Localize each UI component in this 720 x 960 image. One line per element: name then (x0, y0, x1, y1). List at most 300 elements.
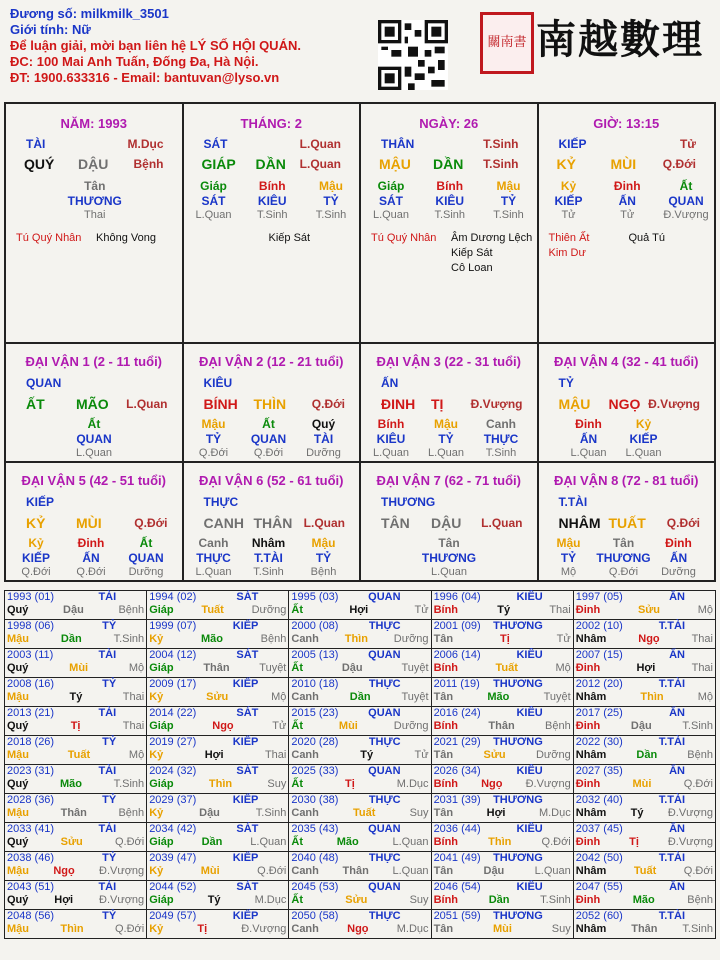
year-star: ẤN (669, 823, 685, 835)
year-label: 2002 (10) (575, 620, 623, 632)
year-label: 2033 (41) (7, 823, 55, 835)
chart-grid (4, 102, 716, 582)
year-branch: Thân (631, 923, 658, 935)
year-state: T.Sinh (113, 778, 145, 790)
year-star: SÁT (236, 823, 259, 835)
year-row-top (149, 852, 286, 865)
year-stem: Ất (291, 836, 303, 848)
year-stem: Ất (291, 778, 303, 790)
year-row-bottom (149, 778, 286, 791)
dai-van-hidden-state: L.Quan (570, 447, 607, 459)
year-stem: Canh (291, 923, 319, 935)
pillar-stem: KỶ (556, 156, 576, 172)
dai-van-cell (538, 343, 716, 462)
year-row-bottom (434, 749, 571, 762)
year-label: 2046 (54) (433, 881, 481, 893)
year-label: 2032 (40) (575, 794, 623, 806)
year-branch: Mùi (338, 720, 358, 732)
year-label: 1999 (07) (149, 620, 197, 632)
year-row-bottom (291, 662, 428, 675)
year-label: 1995 (03) (291, 591, 339, 603)
year-branch: Dậu (63, 604, 84, 616)
pillar-branch: MÙI (610, 156, 637, 172)
year-cell (5, 765, 147, 794)
pillar-star: Kiếp Sát (268, 232, 311, 244)
hidden-star: SÁT (379, 194, 403, 208)
year-row-bottom (434, 662, 571, 675)
hidden-state: T.Sinh (434, 209, 466, 221)
year-row-bottom (149, 604, 286, 617)
dai-van-hidden-star: QUAN (76, 432, 112, 446)
owner-line: Đương số: milkmilk_3501 (10, 6, 169, 21)
pillar-note: L.Quan (299, 157, 341, 171)
year-stem: Đinh (575, 894, 601, 906)
year-row-bottom (149, 894, 286, 907)
hidden-state: T.Sinh (256, 209, 288, 221)
year-cell (147, 765, 289, 794)
year-star: THỰC (368, 910, 401, 922)
year-stem: Tân (433, 865, 454, 877)
dai-van-hidden-state: Q.Đới (608, 566, 639, 578)
year-star: TÀI (98, 591, 117, 603)
year-row-top (576, 881, 713, 894)
year-row-bottom (434, 836, 571, 849)
year-state: Tuyệt (401, 662, 429, 674)
year-star: SÁT (236, 707, 259, 719)
dai-van-stem: BÍNH (203, 396, 238, 412)
year-star: TÀI (98, 823, 117, 835)
dai-van-hidden: Đinh (665, 536, 692, 550)
year-state: Thai (122, 720, 145, 732)
hidden-star: KIÊU (257, 194, 287, 208)
year-row-bottom (576, 778, 713, 791)
year-state: M.Dục (254, 894, 287, 906)
year-row-bottom (576, 836, 713, 849)
year-stem: Ất (291, 894, 303, 906)
year-star: THƯƠNG (493, 852, 543, 864)
year-state: Suy (551, 923, 571, 935)
year-label: 1996 (04) (433, 591, 481, 603)
year-row-top (434, 881, 571, 894)
year-branch: Mão (60, 778, 82, 790)
year-branch: Sửu (345, 894, 368, 906)
dai-van-note: L.Quan (126, 397, 168, 411)
year-cell (289, 852, 431, 881)
year-row-bottom (434, 865, 571, 878)
dai-van-title: ĐẠI VẬN 2 (12 - 21 tuổi) (199, 354, 344, 369)
year-branch: Hợi (349, 604, 369, 616)
year-cell (289, 591, 431, 620)
dai-van-cell (538, 462, 716, 581)
year-row-top (7, 649, 144, 662)
qr-code-icon (378, 20, 448, 90)
year-row-top (434, 823, 571, 836)
year-stem: Ất (291, 720, 303, 732)
year-row-top (7, 852, 144, 865)
dai-van-branch: DẬU (431, 515, 462, 531)
year-stem: Giáp (149, 604, 174, 616)
year-branch: Thân (488, 720, 515, 732)
year-row-top (7, 910, 144, 923)
year-state: Dưỡng (393, 720, 429, 732)
year-row-top (291, 591, 428, 604)
dai-van-hidden-star: TỶ (438, 432, 454, 446)
year-star: QUAN (368, 707, 401, 719)
hidden-state: T.Sinh (315, 209, 347, 221)
year-label: 2023 (31) (7, 765, 55, 777)
year-state: Mộ (128, 662, 145, 674)
year-star: THỰC (368, 794, 401, 806)
year-label: 2029 (37) (149, 794, 197, 806)
year-cell (5, 881, 147, 910)
year-branch: Tị (500, 633, 510, 645)
year-cell (147, 881, 289, 910)
year-branch: Tuất (67, 749, 91, 761)
dai-van-branch: TỊ (431, 396, 444, 412)
dai-van-stem: NHÂM (558, 515, 601, 531)
year-row-bottom (7, 633, 144, 646)
year-label: 2013 (21) (7, 707, 55, 719)
year-state: L.Quan (392, 836, 429, 848)
dai-van-hidden-state: L.Quan (625, 447, 662, 459)
year-label: 2026 (34) (433, 765, 481, 777)
year-cell (431, 794, 573, 823)
year-state: Bệnh (687, 749, 713, 761)
year-state: Đ.Vượng (99, 865, 145, 877)
year-branch: Thìn (60, 923, 84, 935)
hidden-stem: Đinh (613, 179, 641, 193)
hidden-star: ẤN (618, 194, 636, 208)
dai-van-hidden-star: TỶ (560, 551, 577, 565)
year-label: 2004 (12) (149, 649, 197, 661)
pillar-stem: QUÝ (24, 156, 55, 172)
dai-van-hidden: Đinh (77, 536, 105, 550)
year-branch: Sửu (483, 749, 506, 761)
hidden-star: KIẾP (554, 194, 583, 208)
year-stem: Đinh (575, 662, 601, 674)
pillar-title: NĂM: 1993 (60, 116, 127, 131)
year-state: Mộ (128, 749, 145, 761)
year-branch: Thân (203, 662, 230, 674)
year-branch: Tý (360, 749, 374, 761)
year-stem: Mậu (7, 749, 29, 761)
year-stem: Giáp (149, 836, 174, 848)
dai-van-hidden-star: THỰC (196, 551, 231, 565)
year-cell (147, 823, 289, 852)
year-row-top (576, 736, 713, 749)
year-star: QUAN (368, 591, 401, 603)
year-row-top (149, 649, 286, 662)
pillar-cell (538, 103, 716, 343)
year-cell (289, 794, 431, 823)
hidden-stem: Giáp (377, 179, 405, 193)
hidden-stem: Bính (436, 179, 464, 193)
year-star: TỶ (102, 736, 117, 748)
year-label: 2005 (13) (291, 649, 339, 661)
year-star: SÁT (236, 591, 259, 603)
year-row-bottom (7, 865, 144, 878)
year-state: Đ.Vượng (241, 923, 287, 935)
year-label: 2020 (28) (291, 736, 339, 748)
year-row-bottom (434, 778, 571, 791)
year-label: 2008 (16) (7, 678, 55, 690)
dai-van-hidden: Tân (612, 536, 635, 550)
year-cell (573, 736, 715, 765)
year-stem: Quý (7, 720, 29, 732)
dai-van-hidden-state: Dưỡng (661, 566, 696, 578)
dai-van-top: THỰC (203, 495, 239, 509)
year-row-top (434, 765, 571, 778)
year-row-top (149, 794, 286, 807)
year-branch: Hợi (486, 807, 506, 819)
year-label: 2034 (42) (149, 823, 197, 835)
year-cell (573, 823, 715, 852)
year-stem: Kỷ (149, 923, 164, 935)
year-row-top (149, 910, 286, 923)
year-label: 2045 (53) (291, 881, 339, 893)
year-row-top (7, 620, 144, 633)
dai-van-hidden-state: L.Quan (195, 566, 232, 578)
dai-van-cell (5, 343, 183, 462)
table-row (5, 707, 716, 736)
year-row-bottom (291, 778, 428, 791)
year-state: Đ.Vượng (667, 807, 713, 819)
header-info (10, 6, 370, 86)
year-label: 2041 (49) (433, 852, 481, 864)
dai-van-hidden: Canh (486, 417, 516, 431)
year-label: 2010 (18) (291, 678, 339, 690)
year-branch: Hợi (636, 662, 656, 674)
year-branch: Tý (630, 807, 644, 819)
dai-van-note: Q.Đới (134, 516, 168, 530)
year-stem: Mậu (7, 923, 29, 935)
year-row-top (149, 736, 286, 749)
year-state: Tử (556, 633, 571, 645)
dai-van-hidden: Canh (198, 536, 229, 550)
year-star: SÁT (236, 649, 259, 661)
dai-van-top: THƯƠNG (381, 495, 436, 509)
dai-van-hidden-star: ẤN (82, 551, 100, 565)
year-state: Đ.Vượng (525, 778, 571, 790)
year-row-top (149, 765, 286, 778)
table-row (5, 881, 716, 910)
year-row-bottom (149, 662, 286, 675)
dai-van-stem: ẤT (26, 396, 45, 412)
year-star: THỰC (368, 678, 401, 690)
dai-van-stem: TÂN (381, 515, 410, 531)
pillar-stem: MẬU (379, 156, 411, 172)
year-cell (5, 852, 147, 881)
year-stem: Tân (433, 923, 454, 935)
year-label: 2047 (55) (575, 881, 623, 893)
year-stem: Quý (7, 894, 29, 906)
hidden-star: TỶ (500, 194, 517, 208)
year-label: 2027 (35) (575, 765, 623, 777)
pillar-top-left: TÀI (26, 137, 46, 151)
year-row-bottom (7, 691, 144, 704)
year-stem: Bính (433, 894, 459, 906)
year-row-top (291, 620, 428, 633)
table-row (5, 852, 716, 881)
pillar-title: THÁNG: 2 (240, 116, 302, 131)
year-star: TÀI (98, 881, 117, 893)
pillar-top-right: Tử (679, 137, 696, 151)
year-branch: Tuất (633, 865, 657, 877)
hidden-stem: Ất (679, 179, 693, 193)
year-cell (431, 765, 573, 794)
year-state: M.Dục (396, 923, 429, 935)
year-state: Thai (691, 662, 713, 674)
seal-text: 關南書 (487, 35, 527, 50)
year-branch: Mùi (492, 923, 512, 935)
hidden-star: TỶ (323, 194, 339, 208)
pillar-cell (183, 103, 361, 343)
dai-van-top: KIÊU (203, 376, 233, 390)
year-row-top (7, 823, 144, 836)
year-star: QUAN (368, 649, 401, 661)
year-branch: Mão (632, 894, 655, 906)
dai-van-note: L.Quan (481, 516, 523, 530)
year-cell (147, 591, 289, 620)
year-state: L.Quan (392, 865, 429, 877)
pillar-cell (5, 103, 183, 343)
year-branch: Dậu (341, 662, 363, 674)
pillar-top-right: M.Dục (127, 137, 164, 151)
table-row (5, 678, 716, 707)
year-star: ẤN (669, 649, 685, 661)
pillar-note: Q.Đới (662, 157, 696, 171)
year-cell (5, 910, 147, 939)
dai-van-title: ĐẠI VẬN 6 (52 - 61 tuổi) (199, 473, 344, 488)
year-stem: Kỷ (149, 749, 164, 761)
pillar-top-left: THÂN (381, 137, 415, 151)
pillar-star: Cô Loan (451, 262, 493, 274)
year-row-bottom (576, 633, 713, 646)
hidden-stem: Kỷ (560, 179, 577, 193)
yearly-table (4, 590, 716, 939)
dai-van-cell (183, 462, 361, 581)
dai-van-hidden-star: TỶ (205, 432, 222, 446)
year-label: 2043 (51) (7, 881, 55, 893)
year-label: 1994 (02) (149, 591, 197, 603)
dai-van-hidden-state: Bệnh (310, 566, 337, 578)
year-label: 2016 (24) (433, 707, 481, 719)
year-stem: Nhâm (575, 691, 607, 703)
year-row-top (291, 678, 428, 691)
dai-van-hidden: Ất (87, 417, 101, 431)
year-row-top (7, 736, 144, 749)
year-star: THỰC (368, 736, 401, 748)
year-row-top (291, 823, 428, 836)
brand-seal (480, 12, 534, 74)
dai-van-hidden-state: L.Quan (372, 447, 410, 459)
year-cell (431, 678, 573, 707)
year-branch: Hợi (54, 894, 74, 906)
pillar-star: Không Vong (96, 232, 156, 244)
year-stem: Giáp (149, 778, 174, 790)
year-branch: Ngọ (347, 923, 369, 935)
year-stem: Canh (291, 807, 319, 819)
year-row-top (149, 707, 286, 720)
year-branch: Dần (60, 633, 82, 645)
year-row-bottom (576, 865, 713, 878)
year-state: Dưỡng (535, 749, 571, 761)
pillar-top-left: KIẾP (558, 137, 587, 151)
year-star: ẤN (669, 707, 685, 719)
year-state: Thai (264, 749, 287, 761)
year-row-bottom (576, 720, 713, 733)
year-row-bottom (576, 749, 713, 762)
year-row-top (149, 591, 286, 604)
year-stem: Mậu (7, 807, 29, 819)
year-branch: Mùi (632, 778, 652, 790)
dai-van-branch: THÌN (253, 396, 287, 412)
year-state: Bệnh (687, 894, 713, 906)
year-branch: Tuất (201, 604, 224, 616)
year-star: THƯƠNG (493, 678, 543, 690)
dai-van-cell (360, 462, 538, 581)
pillar-top-right: L.Quan (299, 137, 341, 151)
year-stem: Bính (433, 836, 459, 848)
table-row (5, 910, 716, 939)
dai-van-cell (360, 343, 538, 462)
year-cell (431, 852, 573, 881)
year-cell (431, 823, 573, 852)
dai-van-hidden-star: KIẾP (21, 551, 50, 565)
year-star: THỰC (368, 620, 401, 632)
year-state: Thai (122, 691, 145, 703)
year-row-top (434, 591, 571, 604)
year-state: Bệnh (118, 807, 145, 819)
year-row-top (576, 591, 713, 604)
year-label: 1997 (05) (575, 591, 623, 603)
year-label: 2022 (30) (575, 736, 623, 748)
year-row-bottom (7, 720, 144, 733)
dai-van-top: QUAN (26, 376, 62, 390)
dai-van-title: ĐẠI VẬN 3 (22 - 31 tuổi) (376, 354, 521, 369)
pillar-title: NGÀY: 26 (419, 116, 479, 131)
year-stem: Tân (433, 807, 454, 819)
year-stem: Canh (291, 865, 319, 877)
year-state: Suy (409, 807, 429, 819)
year-star: TÀI (98, 707, 117, 719)
year-star: KIẾP (232, 910, 259, 922)
year-row-top (434, 678, 571, 691)
year-row-top (576, 707, 713, 720)
dai-van-note: Đ.Vượng (648, 397, 700, 411)
year-state: Thai (691, 633, 713, 645)
year-row-bottom (7, 923, 144, 936)
dai-van-hidden-state: T.Sinh (485, 447, 517, 459)
year-cell (573, 794, 715, 823)
year-cell (573, 910, 715, 939)
year-cell (5, 649, 147, 678)
dai-van-note: Đ.Vượng (470, 397, 523, 411)
dai-van-top: KIẾP (26, 495, 55, 509)
dai-van-stem: ĐINH (381, 396, 416, 412)
dai-van-hidden: Đinh (575, 417, 602, 431)
hidden-state: Tử (620, 209, 635, 221)
dai-van-hidden-state: Q.Đới (253, 447, 284, 459)
year-label: 2009 (17) (149, 678, 197, 690)
year-stem: Quý (7, 604, 29, 616)
year-row-top (149, 620, 286, 633)
year-label: 2012 (20) (575, 678, 623, 690)
phone-email-line: ĐT: 1900.633316 - Email: bantuvan@lyso.vn (10, 70, 280, 85)
year-branch: Thìn (488, 836, 512, 848)
dai-van-hidden: Ất (262, 417, 275, 431)
hidden-star: KIÊU (435, 194, 465, 208)
